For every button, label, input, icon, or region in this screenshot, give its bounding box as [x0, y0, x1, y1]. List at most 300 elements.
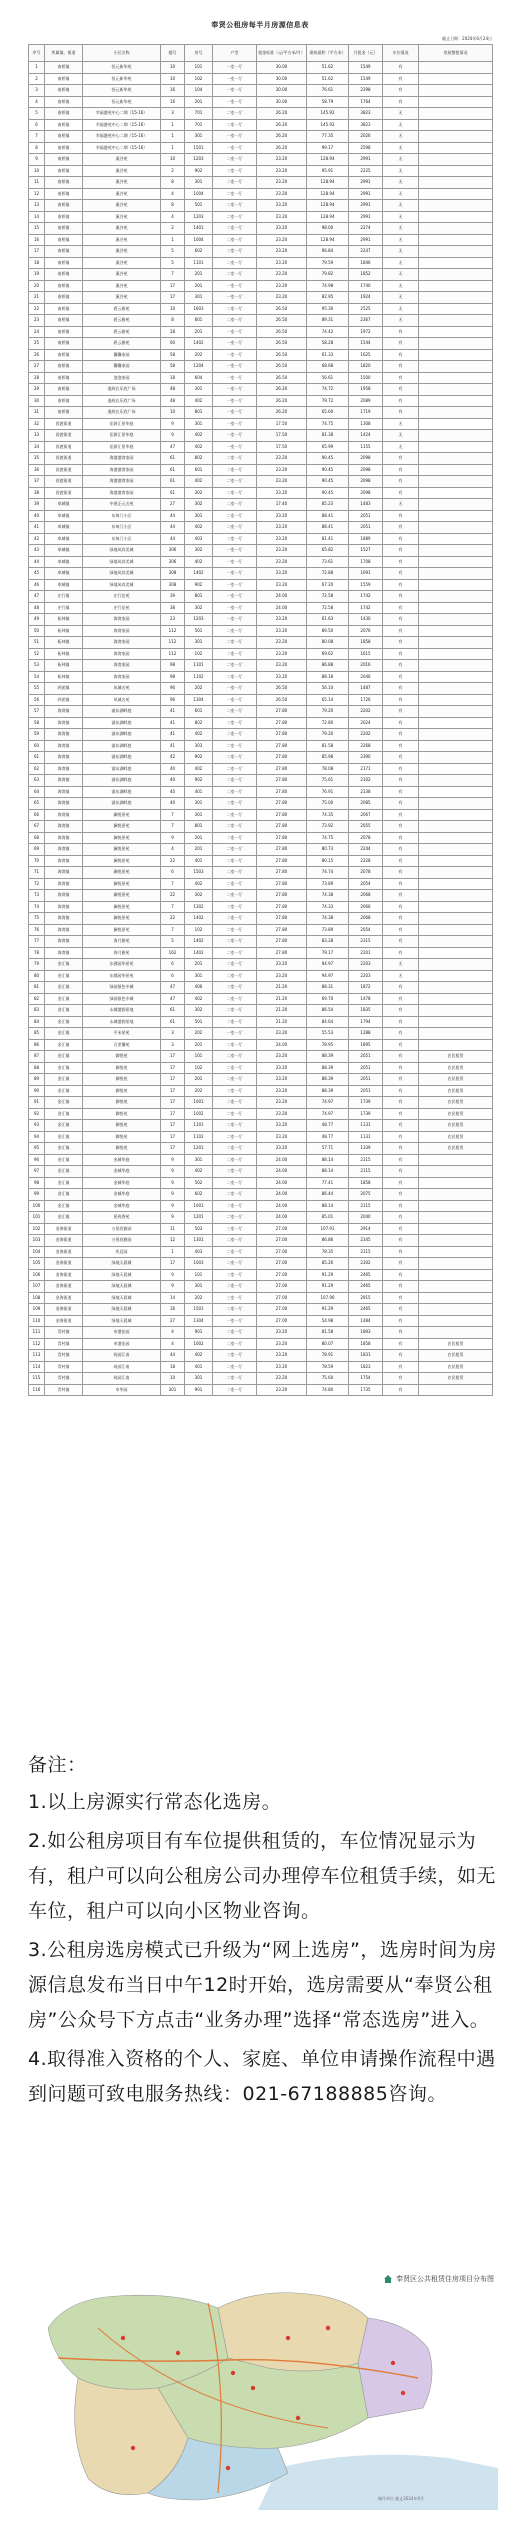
cell-note: [419, 832, 493, 844]
cell-rent-rate: 30.00: [257, 85, 307, 97]
cell-community: 东甸门小区: [83, 533, 161, 545]
cell-note: [419, 1235, 493, 1247]
cell-room: 701: [185, 119, 213, 131]
table-row: [29, 798, 493, 810]
cell-room: 302: [185, 602, 213, 614]
cell-community: 泡泡家园: [83, 372, 161, 384]
table-row: [29, 821, 493, 833]
cell-area: 88.14: [307, 1154, 349, 1166]
cell-parking: 有: [383, 855, 419, 867]
cell-layout: 二室一厅: [213, 671, 257, 683]
cell-note: [419, 1304, 493, 1316]
cell-index: 68: [29, 832, 45, 844]
note-item: 4.取得准入资格的个人、家庭、单位申请操作流程中遇到问题可致电服务热线：021-67188885咨询。: [28, 2048, 496, 2105]
table-row: [29, 349, 493, 361]
cell-building: 17: [161, 1074, 185, 1086]
cell-parking: 无: [383, 257, 419, 269]
cell-room: 201: [185, 832, 213, 844]
table-row: [29, 901, 493, 913]
cell-layout: 二室一厅: [213, 936, 257, 948]
cell-area: 65.60: [307, 407, 349, 419]
cell-parking: 有: [383, 1189, 419, 1201]
cell-index: 7: [29, 131, 45, 143]
cell-community: 御悦苑: [83, 1051, 161, 1063]
cell-room: 1304: [185, 1315, 213, 1327]
cell-index: 29: [29, 384, 45, 396]
table-row: [29, 832, 493, 844]
cell-area: 73.92: [307, 821, 349, 833]
table-row: [29, 913, 493, 925]
cell-layout: 一室一厅: [213, 372, 257, 384]
listing-table: [28, 44, 493, 1396]
cell-building: 8: [161, 177, 185, 189]
cell-layout: 二室一厅: [213, 1131, 257, 1143]
cell-building: 28: [161, 326, 185, 338]
cell-town: 南桥镇: [45, 280, 83, 292]
cell-rent-rate: 27.80: [257, 936, 307, 948]
cell-index: 20: [29, 280, 45, 292]
cell-room: 1001: [185, 1097, 213, 1109]
cell-town: 金汇镇: [45, 1131, 83, 1143]
cell-town: 柘林镇: [45, 660, 83, 672]
cell-parking: 无: [383, 108, 419, 120]
cell-parking: 无: [383, 418, 419, 430]
cell-monthly-rent: 1484: [349, 1315, 383, 1327]
cell-parking: 有: [383, 568, 419, 580]
cell-parking: 有: [383, 579, 419, 591]
cell-layout: 一室一厅: [213, 579, 257, 591]
cell-layout: 二室一厅: [213, 740, 257, 752]
cell-community: 风城名苑: [83, 683, 161, 695]
cell-monthly-rent: 2465: [349, 1281, 383, 1293]
cell-community: 浦东湖畔庭: [83, 798, 161, 810]
table-row: [29, 729, 493, 741]
cell-community: 海湾家园: [83, 671, 161, 683]
cell-community: 溪谷苑: [83, 177, 161, 189]
cell-town: 南桥镇: [45, 407, 83, 419]
cell-index: 79: [29, 959, 45, 971]
cell-layout: 二室一厅: [213, 510, 257, 522]
cell-town: 金汇镇: [45, 1120, 83, 1132]
cell-index: 81: [29, 982, 45, 994]
cell-index: 32: [29, 418, 45, 430]
cell-town: 南桥镇: [45, 165, 83, 177]
cell-layout: 二室一厅: [213, 464, 257, 476]
table-row: [29, 533, 493, 545]
cell-index: 36: [29, 464, 45, 476]
cell-parking: 有: [383, 625, 419, 637]
table-row: [29, 1235, 493, 1247]
table-row: [29, 1223, 493, 1235]
cell-parking: 有: [383, 671, 419, 683]
cell-index: 109: [29, 1304, 45, 1316]
cell-layout: 二室一厅: [213, 1154, 257, 1166]
table-row: [29, 556, 493, 568]
table-row: [29, 1166, 493, 1178]
cell-layout: 二室一厅: [213, 1350, 257, 1362]
cell-building: 58: [161, 361, 185, 373]
cell-monthly-rent: 3823: [349, 108, 383, 120]
cell-building: 7: [161, 878, 185, 890]
table-row: [29, 844, 493, 856]
cell-index: 63: [29, 775, 45, 787]
cell-building: 9: [161, 1177, 185, 1189]
cell-note: [419, 752, 493, 764]
cell-room: 601: [185, 315, 213, 327]
cell-layout: 二室一厅: [213, 453, 257, 465]
cell-room: 802: [185, 717, 213, 729]
cell-index: 95: [29, 1143, 45, 1155]
cell-community: 御悦苑: [83, 1085, 161, 1097]
cell-community: 绿园银色中城: [83, 993, 161, 1005]
cell-rent-rate: 23.20: [257, 177, 307, 189]
table-row: [29, 970, 493, 982]
cell-note: [419, 487, 493, 499]
cell-index: 98: [29, 1177, 45, 1189]
cell-community: 碧云雅苑: [83, 338, 161, 350]
cell-rent-rate: 21.20: [257, 993, 307, 1005]
cell-index: 43: [29, 545, 45, 557]
cell-room: 1201: [185, 1212, 213, 1224]
cell-area: 88.18: [307, 671, 349, 683]
cell-town: 青村镇: [45, 1384, 83, 1396]
cell-index: 50: [29, 625, 45, 637]
table-row: [29, 982, 493, 994]
cell-community: 溪谷苑: [83, 188, 161, 200]
cell-note: [419, 1028, 493, 1040]
cell-room: 602: [185, 1189, 213, 1201]
cell-room: 402: [185, 395, 213, 407]
cell-index: 3: [29, 85, 45, 97]
cell-note: [419, 441, 493, 453]
table-row: [29, 476, 493, 488]
cell-monthly-rent: 2067: [349, 809, 383, 821]
cell-layout: 一室一厅: [213, 349, 257, 361]
cell-parking: 有: [383, 1258, 419, 1270]
cell-town: 南桥镇: [45, 338, 83, 350]
cell-room: 1304: [185, 694, 213, 706]
cell-room: 301: [185, 1154, 213, 1166]
cell-room: 302: [185, 499, 213, 511]
cell-rent-rate: 21.20: [257, 1016, 307, 1028]
cell-monthly-rent: 1846: [349, 257, 383, 269]
cell-community: 澜悦景苑: [83, 809, 161, 821]
cell-room: 1401: [185, 223, 213, 235]
cell-area: 86.54: [307, 1005, 349, 1017]
cell-town: 南桥镇: [45, 395, 83, 407]
cell-index: 57: [29, 706, 45, 718]
cell-monthly-rent: 2040: [349, 1212, 383, 1224]
cell-layout: 一室一厅: [213, 614, 257, 626]
cell-community: 御悦苑: [83, 1120, 161, 1132]
cell-community: 永城港润景地: [83, 1005, 161, 1017]
cell-room: 1402: [185, 936, 213, 948]
cell-town: 南桥镇: [45, 384, 83, 396]
cell-town: 金汇镇: [45, 1028, 83, 1040]
cell-town: 金汇镇: [45, 1039, 83, 1051]
cell-community: 御悦苑: [83, 1108, 161, 1120]
cell-room: 201: [185, 1074, 213, 1086]
table-row: [29, 1189, 493, 1201]
cell-parking: 有: [383, 1269, 419, 1281]
cell-rent-rate: 23.20: [257, 959, 307, 971]
cell-parking: 无: [383, 499, 419, 511]
cell-monthly-rent: 2390: [349, 752, 383, 764]
cell-index: 114: [29, 1361, 45, 1373]
cell-room: 202: [185, 1028, 213, 1040]
cell-area: 78.91: [307, 1350, 349, 1362]
cell-town: 南桥镇: [45, 85, 83, 97]
cell-monthly-rent: 3823: [349, 119, 383, 131]
table-row: [29, 1074, 493, 1086]
cell-rent-rate: 27.80: [257, 740, 307, 752]
cell-parking: 有: [383, 936, 419, 948]
cell-note: [419, 200, 493, 212]
cell-room: 301: [185, 510, 213, 522]
cell-town: 海湾镇: [45, 821, 83, 833]
cell-monthly-rent: 2991: [349, 211, 383, 223]
cell-room: 1204: [185, 361, 213, 373]
cell-rent-rate: 23.20: [257, 234, 307, 246]
cell-parking: 有: [383, 1327, 419, 1339]
cell-parking: 有: [383, 1200, 419, 1212]
cell-index: 1: [29, 62, 45, 74]
cell-community: 申华园: [83, 1384, 161, 1396]
cell-town: 海湾镇: [45, 913, 83, 925]
cell-layout: 二室一厅: [213, 729, 257, 741]
table-row: [29, 1269, 493, 1281]
cell-building: 61: [161, 453, 185, 465]
cell-building: 22: [161, 913, 185, 925]
cell-building: 4: [161, 844, 185, 856]
cell-area: 74.42: [307, 326, 349, 338]
cell-community: 碧云雅苑: [83, 326, 161, 338]
cell-note: [419, 119, 493, 131]
cell-area: 65.99: [307, 441, 349, 453]
cell-building: 98: [161, 671, 185, 683]
cell-building: 22: [161, 855, 185, 867]
cell-area: 82.95: [307, 292, 349, 304]
cell-monthly-rent: 1308: [349, 418, 383, 430]
cell-rent-rate: 23.20: [257, 1028, 307, 1040]
cell-index: 87: [29, 1051, 45, 1063]
cell-parking: 有: [383, 602, 419, 614]
cell-room: 1501: [185, 142, 213, 154]
cell-rent-rate: 26.50: [257, 349, 307, 361]
cell-layout: 一室一厅: [213, 441, 257, 453]
table-row: [29, 786, 493, 798]
cell-community: 绿地天晨城: [83, 1281, 161, 1293]
cell-parking: 无: [383, 269, 419, 281]
cell-building: 40: [161, 786, 185, 798]
cell-index: 94: [29, 1131, 45, 1143]
cell-room: 1102: [185, 1131, 213, 1143]
cell-index: 11: [29, 177, 45, 189]
cell-community: 澜悦景苑: [83, 890, 161, 902]
cell-monthly-rent: 1742: [349, 591, 383, 603]
cell-area: 57.71: [307, 1143, 349, 1155]
cell-room: 1203: [185, 211, 213, 223]
cell-community: 浦东湖畔庭: [83, 752, 161, 764]
cell-area: 145.92: [307, 108, 349, 120]
cell-rent-rate: 23.20: [257, 1074, 307, 1086]
cell-index: 80: [29, 970, 45, 982]
cell-area: 95.91: [307, 165, 349, 177]
cell-area: 85.01: [307, 1212, 349, 1224]
map-graphic: [28, 2268, 498, 2510]
cell-area: 51.62: [307, 73, 349, 85]
cell-town: 南桥镇: [45, 303, 83, 315]
cell-monthly-rent: 1708: [349, 556, 383, 568]
cell-building: 4: [161, 211, 185, 223]
cell-rent-rate: 27.80: [257, 717, 307, 729]
cell-town: 柘林镇: [45, 625, 83, 637]
cell-community: 绿园银色中城: [83, 982, 161, 994]
cell-note: [419, 269, 493, 281]
cell-monthly-rent: 1500: [349, 372, 383, 384]
cell-rent-rate: 21.20: [257, 1005, 307, 1017]
cell-index: 21: [29, 292, 45, 304]
cell-room: 301: [185, 798, 213, 810]
cell-town: 海湾镇: [45, 786, 83, 798]
table-row: [29, 855, 493, 867]
cell-parking: 有: [383, 96, 419, 108]
cell-community: 御悦苑: [83, 1131, 161, 1143]
cell-building: 9: [161, 1212, 185, 1224]
cell-room: 302: [185, 1005, 213, 1017]
cell-town: 海湾镇: [45, 706, 83, 718]
cell-monthly-rent: 1625: [349, 349, 383, 361]
cell-rent-rate: 26.50: [257, 361, 307, 373]
cell-layout: 二室一厅: [213, 188, 257, 200]
cell-area: 98.00: [307, 223, 349, 235]
table-row: [29, 211, 493, 223]
cell-building: 18: [161, 372, 185, 384]
cell-index: 30: [29, 395, 45, 407]
column-header: 房屋整租情况: [419, 45, 493, 62]
table-row: [29, 407, 493, 419]
cell-note: [419, 1212, 493, 1224]
table-row: [29, 96, 493, 108]
cell-rent-rate: 23.20: [257, 1327, 307, 1339]
cell-index: 26: [29, 349, 45, 361]
cell-rent-rate: 26.50: [257, 303, 307, 315]
cell-area: 90.45: [307, 464, 349, 476]
cell-index: 105: [29, 1258, 45, 1270]
cell-index: 13: [29, 200, 45, 212]
cell-note: 农民租赁: [419, 1143, 493, 1155]
cell-community: 馨馨家园: [83, 349, 161, 361]
table-row: [29, 1384, 493, 1396]
cell-rent-rate: 23.20: [257, 556, 307, 568]
cell-layout: 二室一厅: [213, 1338, 257, 1350]
table-row: [29, 1281, 493, 1293]
cell-building: 12: [161, 1235, 185, 1247]
cell-area: 91.29: [307, 1269, 349, 1281]
cell-room: 402: [185, 1350, 213, 1362]
cell-monthly-rent: 2051: [349, 510, 383, 522]
cell-note: [419, 602, 493, 614]
cell-rent-rate: 23.20: [257, 223, 307, 235]
cell-layout: 二室一厅: [213, 257, 257, 269]
cell-index: 88: [29, 1062, 45, 1074]
table-row: [29, 1373, 493, 1385]
cell-layout: 二室一厅: [213, 119, 257, 131]
cell-layout: 二室一厅: [213, 1016, 257, 1028]
cell-rent-rate: 17.50: [257, 441, 307, 453]
note-item: 1.以上房源实行常态化选房。: [28, 1791, 282, 1813]
cell-note: [419, 142, 493, 154]
cell-town: 海湾镇: [45, 878, 83, 890]
cell-monthly-rent: 2465: [349, 1269, 383, 1281]
cell-monthly-rent: 2203: [349, 970, 383, 982]
cell-building: 17: [161, 1097, 185, 1109]
cell-monthly-rent: 2991: [349, 234, 383, 246]
cell-layout: 二室一厅: [213, 1246, 257, 1258]
cell-town: 金汇镇: [45, 1097, 83, 1109]
cell-town: 金汇镇: [45, 1005, 83, 1017]
marker-icon: [251, 2386, 255, 2390]
cell-note: [419, 591, 493, 603]
cell-community: 澜悦景苑: [83, 924, 161, 936]
cell-rent-rate: 23.20: [257, 970, 307, 982]
cell-parking: 有: [383, 637, 419, 649]
cell-building: 16: [161, 85, 185, 97]
cell-monthly-rent: 2598: [349, 142, 383, 154]
cell-parking: 有: [383, 85, 419, 97]
cell-rent-rate: 30.00: [257, 96, 307, 108]
cell-index: 61: [29, 752, 45, 764]
cell-building: 1: [161, 1246, 185, 1258]
cell-rent-rate: 27.00: [257, 1235, 307, 1247]
cell-room: 501: [185, 200, 213, 212]
cell-room: 301: [185, 809, 213, 821]
cell-community: 绿地风尚美城: [83, 545, 161, 557]
cell-community: 绿地风尚美城: [83, 579, 161, 591]
cell-building: 1: [161, 119, 185, 131]
cell-room: 801: [185, 407, 213, 419]
table-row: [29, 418, 493, 430]
cell-parking: 有: [383, 1016, 419, 1028]
cell-parking: 有: [383, 453, 419, 465]
cell-room: 1002: [185, 1338, 213, 1350]
cell-index: 66: [29, 809, 45, 821]
cell-building: 4: [161, 1338, 185, 1350]
cell-index: 103: [29, 1235, 45, 1247]
cell-room: 1001: [185, 1200, 213, 1212]
cell-room: 1501: [185, 1304, 213, 1316]
cell-layout: 一室一厅: [213, 1028, 257, 1040]
cell-index: 83: [29, 1005, 45, 1017]
cell-parking: 有: [383, 1338, 419, 1350]
cell-room: 1402: [185, 913, 213, 925]
cell-rent-rate: 27.80: [257, 901, 307, 913]
cell-monthly-rent: 1131: [349, 1131, 383, 1143]
cell-building: 14: [161, 1292, 185, 1304]
cell-note: [419, 1223, 493, 1235]
cell-monthly-rent: 1726: [349, 694, 383, 706]
cell-rent-rate: 27.80: [257, 775, 307, 787]
cell-room: 201: [185, 326, 213, 338]
cell-room: 902: [185, 165, 213, 177]
cell-building: 10: [161, 62, 185, 74]
cell-layout: 三室一厅: [213, 1292, 257, 1304]
cell-note: [419, 1281, 493, 1293]
cell-index: 62: [29, 763, 45, 775]
cell-building: 1: [161, 142, 185, 154]
cell-area: 95.30: [307, 303, 349, 315]
cell-room: 402: [185, 441, 213, 453]
